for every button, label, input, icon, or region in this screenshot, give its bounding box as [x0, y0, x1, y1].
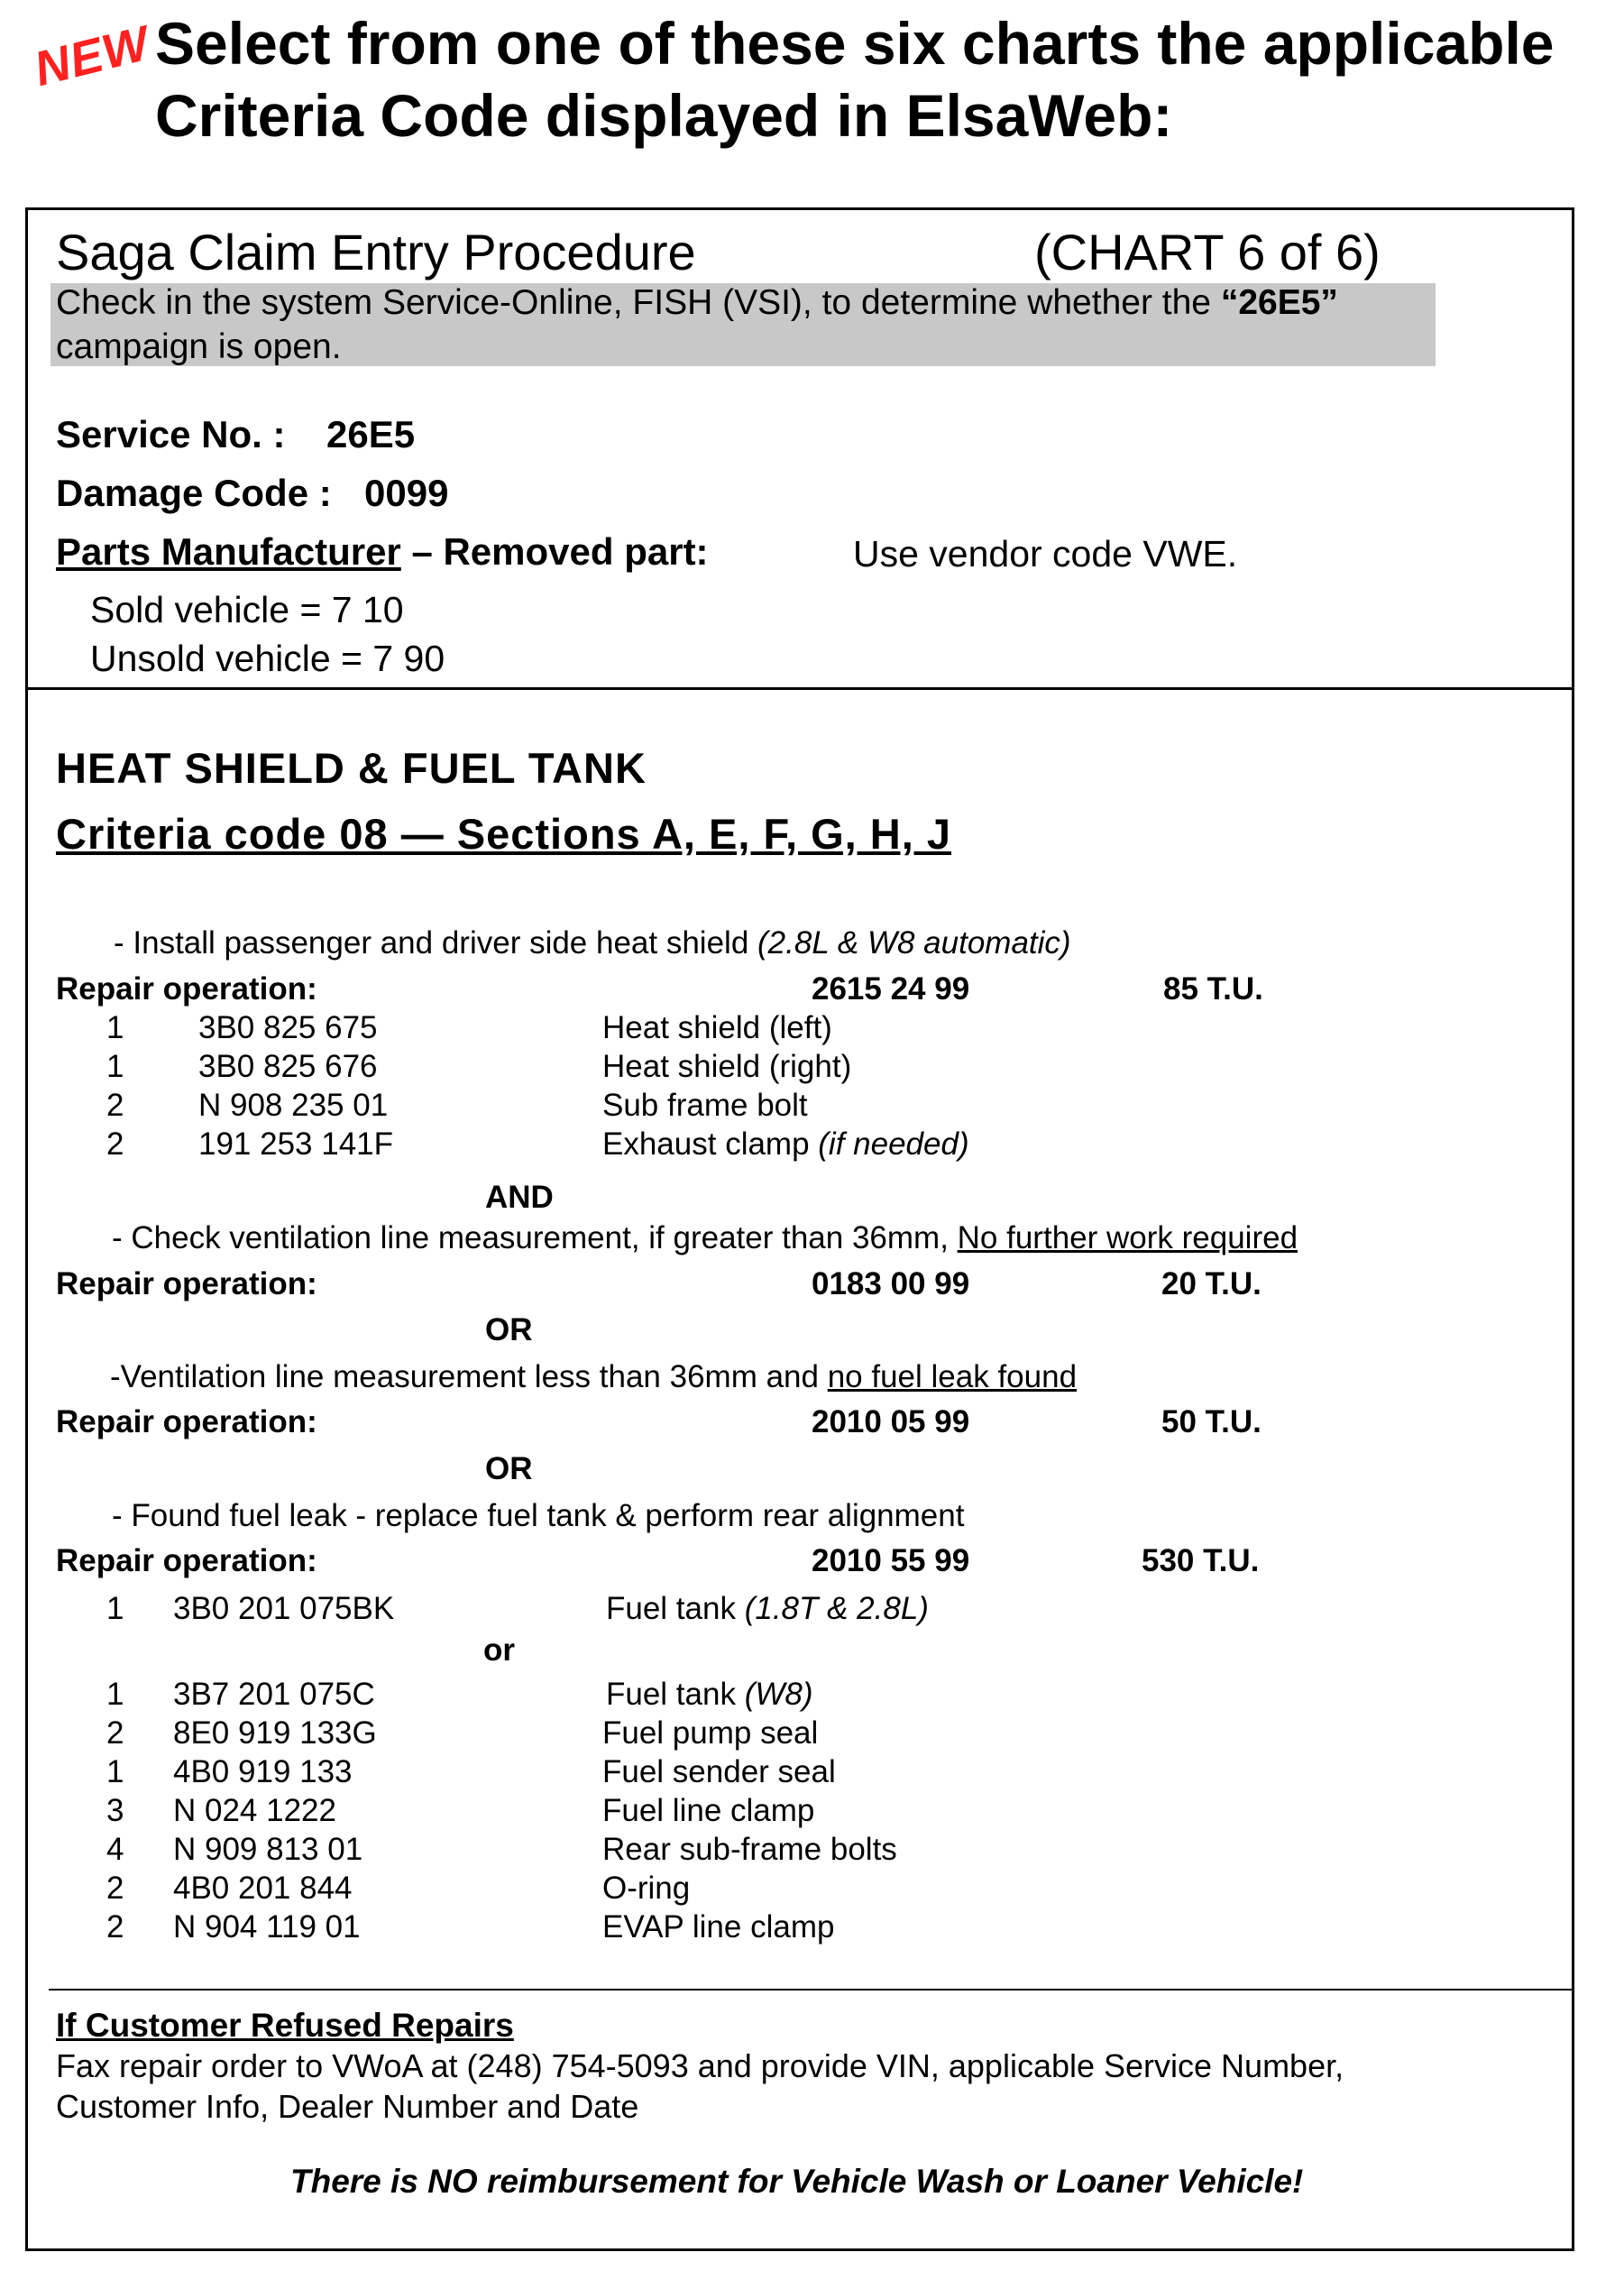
step1-part-number: 3B0 825 676 [198, 1049, 378, 1084]
parts-manufacturer-label: Parts Manufacturer [56, 530, 401, 573]
and-connector: AND [485, 1180, 554, 1215]
step1-op-code: 2615 24 99 [812, 971, 970, 1007]
or-connector-small: or [483, 1632, 515, 1668]
refused-line-2: Customer Info, Dealer Number and Date [56, 2088, 639, 2125]
step1-part-qty: 1 [106, 1010, 124, 1045]
step4-part-number: 4B0 201 844 [173, 1871, 353, 1906]
refused-line-1: Fax repair order to VWoA at (248) 754-5093 and provide VIN, applicable Service Number, [56, 2047, 1344, 2084]
step4-part-number: 3B0 201 075BK [173, 1591, 395, 1626]
chart-number: (CHART 6 of 6) [1034, 224, 1381, 280]
step4-part-name: Rear sub-frame bolts [602, 1832, 897, 1867]
step4-op-label: Repair operation: [56, 1543, 317, 1578]
step2-desc-underlined: No further work required [957, 1220, 1298, 1255]
step3-op-code: 2010 05 99 [812, 1404, 970, 1439]
step4-part-number: 8E0 919 133G [173, 1715, 377, 1751]
service-no-value: 26E5 [326, 413, 416, 455]
part-name-text: Fuel tank [606, 1677, 745, 1712]
step4-part-number: N 909 813 01 [173, 1832, 363, 1867]
step4-part-qty: 1 [106, 1677, 124, 1712]
damage-code-label: Damage Code : [56, 472, 332, 514]
step1-part-qty: 2 [106, 1126, 124, 1162]
criteria-heading: Criteria code 08 — Sections A, E, F, G, H, J [56, 810, 951, 858]
headline-line-2: Criteria Code displayed in ElsaWeb: [155, 82, 1173, 149]
damage-code-value: 0099 [364, 472, 449, 514]
step4-part-qty: 3 [106, 1793, 124, 1828]
step4-op-code: 2010 55 99 [812, 1543, 970, 1578]
part-name-note: (W8) [744, 1677, 813, 1712]
step1-part-number: N 908 235 01 [198, 1088, 389, 1123]
step4-part-name [606, 1590, 929, 1628]
headline-line-1: Select from one of these six charts the applicable [155, 10, 1555, 77]
new-badge: NEW [29, 15, 155, 97]
step1-part-name: Heat shield (right) [602, 1049, 852, 1084]
step4-part-number: N 904 119 01 [173, 1909, 361, 1945]
step1-part-name: Sub frame bolt [602, 1088, 808, 1123]
step4-part-qty: 1 [106, 1591, 124, 1626]
check-line-2: campaign is open. [56, 327, 342, 366]
part-name-text: Fuel tank [606, 1591, 745, 1626]
step3-description [110, 1358, 1077, 1396]
divider-bottom [49, 1989, 1574, 1991]
procedure-title: Saga Claim Entry Procedure [56, 224, 696, 280]
step4-part-name: Fuel line clamp [602, 1793, 815, 1828]
step4-part-qty: 2 [106, 1909, 124, 1945]
step2-op-code: 0183 00 99 [812, 1266, 970, 1301]
step3-desc-text: -Ventilation line measurement less than 36mm and [110, 1359, 828, 1394]
step4-part-qty: 4 [106, 1832, 124, 1867]
step4-part-name: Fuel sender seal [602, 1754, 836, 1789]
step4-part-number: N 024 1222 [173, 1793, 336, 1828]
removed-part-label: – Removed part: [400, 530, 709, 573]
step1-description [114, 924, 1071, 962]
check-code: “26E5” [1220, 283, 1338, 322]
step3-desc-underlined: no fuel leak found [827, 1359, 1078, 1394]
vendor-code: Use vendor code VWE. [853, 533, 1238, 575]
step4-part-number: 3B7 201 075C [173, 1677, 375, 1712]
reimbursement-notice: There is NO reimbursement for Vehicle Wash or Loaner Vehicle! [290, 2163, 1304, 2200]
section-heading: HEAT SHIELD & FUEL TANK [56, 744, 647, 792]
step1-part-qty: 2 [106, 1088, 124, 1123]
step1-part-qty: 1 [106, 1049, 124, 1084]
step1-part-number: 191 253 141F [198, 1126, 394, 1162]
step4-part-qty: 1 [106, 1754, 124, 1789]
check-text: Check in the system Service-Online, FISH (VSI), to determine whether the [56, 283, 1221, 322]
unsold-vehicle: Unsold vehicle = 7 90 [90, 638, 445, 679]
step2-description [112, 1219, 1298, 1257]
step1-op-label: Repair operation: [56, 971, 317, 1007]
part-name-note: (if needed) [818, 1126, 969, 1162]
or-connector-1: OR [485, 1312, 533, 1347]
check-line-1 [56, 281, 1338, 325]
step1-part-name [602, 1126, 969, 1163]
part-name-note: (1.8T & 2.8L) [744, 1591, 929, 1626]
step3-op-label: Repair operation: [56, 1404, 317, 1439]
service-no-label: Service No. : [56, 413, 286, 455]
step4-tu: 530 T.U. [1142, 1543, 1260, 1578]
step2-desc-text: - Check ventilation line measurement, if greater than 36mm, [112, 1220, 958, 1255]
step2-op-label: Repair operation: [56, 1266, 317, 1301]
step4-part-name: EVAP line clamp [602, 1909, 835, 1945]
step1-part-number: 3B0 825 675 [198, 1010, 378, 1045]
refused-title: If Customer Refused Repairs [56, 2007, 514, 2044]
step4-part-qty: 2 [106, 1715, 124, 1751]
step2-tu: 20 T.U. [1161, 1266, 1262, 1301]
sold-vehicle: Sold vehicle = 7 10 [90, 589, 404, 630]
step4-part-number: 4B0 919 133 [173, 1754, 353, 1789]
step1-part-name: Heat shield (left) [602, 1010, 832, 1045]
step4-part-name: Fuel pump seal [602, 1715, 819, 1751]
step1-desc-text: - Install passenger and driver side heat shield [114, 925, 758, 961]
step1-desc-note: (2.8L & W8 automatic) [757, 925, 1071, 961]
parts-manufacturer-line [56, 530, 709, 574]
step4-part-name [606, 1676, 813, 1714]
step4-part-name: O-ring [602, 1871, 691, 1906]
step4-description: - Found fuel leak - replace fuel tank & perform rear alignment [112, 1498, 965, 1533]
step1-tu: 85 T.U. [1163, 971, 1263, 1007]
part-name-text: Exhaust clamp [602, 1126, 819, 1162]
step3-tu: 50 T.U. [1161, 1404, 1262, 1439]
divider-top [25, 687, 1574, 690]
or-connector-2: OR [485, 1451, 533, 1486]
step4-part-qty: 2 [106, 1871, 124, 1906]
